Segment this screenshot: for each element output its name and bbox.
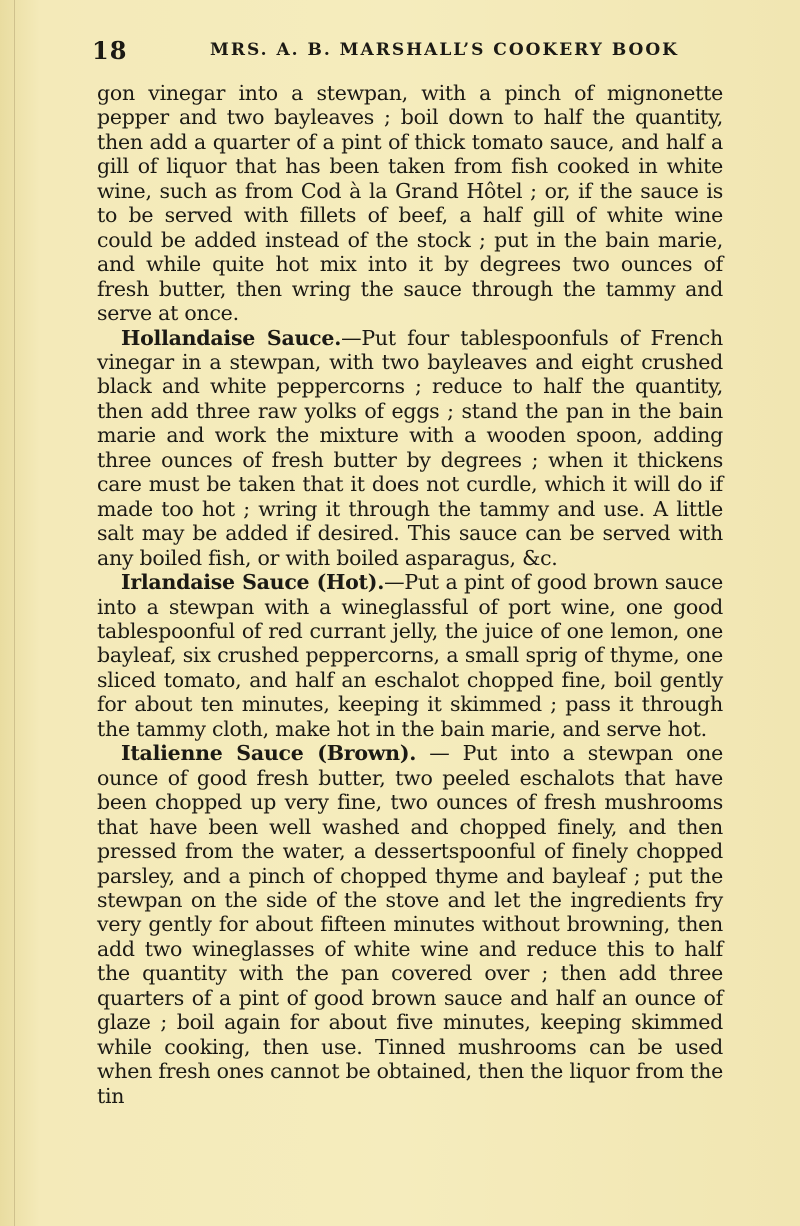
- recipe-title: Irlandaise Sauce (Hot).: [121, 570, 385, 595]
- page-number: 18: [92, 36, 128, 65]
- page-header: [92, 36, 722, 66]
- paragraph-text: —Put a pint of good brown sauce into a stewpan with a wineglassful of port wine, one good tablespoonful of red currant jelly, the juice of one lemon, one bayleaf, six crushed peppercorns, a small sprig of thyme, one sliced tomato, and half an eschalot chopped fine, boil gently for about ten minutes, keeping it skimmed ; pass it through the tammy cloth, make hot in the bain marie, and serve hot.: [97, 570, 723, 741]
- page-gutter-line: [14, 0, 15, 1226]
- recipe-title: Italienne Sauce (Brown).: [121, 741, 417, 766]
- running-title: MRS. A. B. MARSHALL’S COOKERY BOOK: [210, 40, 679, 60]
- recipe-title: Hollandaise Sauce.: [121, 325, 342, 350]
- paragraph-italienne-sauce: [97, 741, 723, 1108]
- paragraph-text: —Put four tablespoonfuls of French vinegar in a stewpan, with two bayleaves and eight crushed black and white peppercorns ; reduce to half the quantity, then add three raw yolks of eggs ; stand the pan in the bain marie and work the mixture with a wooden spoon, adding three ounces of fresh butter by degrees ; when it thickens care must be taken that it does not curdle, which it will do if made too hot ; wring it through the tammy and use. A little salt may be added if desired. This sauce can be served with any boiled fish, or with boiled asparagus, &c.: [97, 325, 723, 570]
- paragraph-text: gon vinegar into a stewpan, with a pinch of mignonette pepper and two bayleaves ; boil down to half the quantity, then add a quarter of a pint of thick tomato sauce, and half a gill of liquor that has been taken from fish cooked in white wine, such as from Cod à la Grand Hôtel ; or, if the sauce is to be served with fillets of beef, a half gill of white wine could be added instead of the stock ; put in the bain marie, and while quite hot mix into it by degrees two ounces of fresh butter, then wring the sauce through the tammy and serve at once.: [97, 81, 723, 326]
- paragraph-text: — Put into a stewpan one ounce of good fresh butter, two peeled eschalots that have been chopped up very fine, two ounces of fresh mushrooms that have been well washed and chopped finely, and then pressed from the water, a dessertspoonful of finely chopped parsley, and a pinch of chopped thyme and bayleaf ; put the stewpan on the side of the stove and let the ingredients fry very gently for about fifteen minutes without browning, then add two wineglasses of white wine and reduce this to half the quantity with the pan covered over ; then add three quarters of a pint of good brown sauce and half an ounce of glaze ; boil again for about five minutes, keeping skimmed while cooking, then use. Tinned mushrooms can be used when fresh ones cannot be obtained, then the liquor from the tin: [97, 741, 723, 1108]
- body-text: [97, 81, 723, 1108]
- paragraph-continuation: [97, 81, 723, 326]
- paragraph-hollandaise-sauce: [97, 326, 723, 571]
- paragraph-irlandaise-sauce: [97, 570, 723, 741]
